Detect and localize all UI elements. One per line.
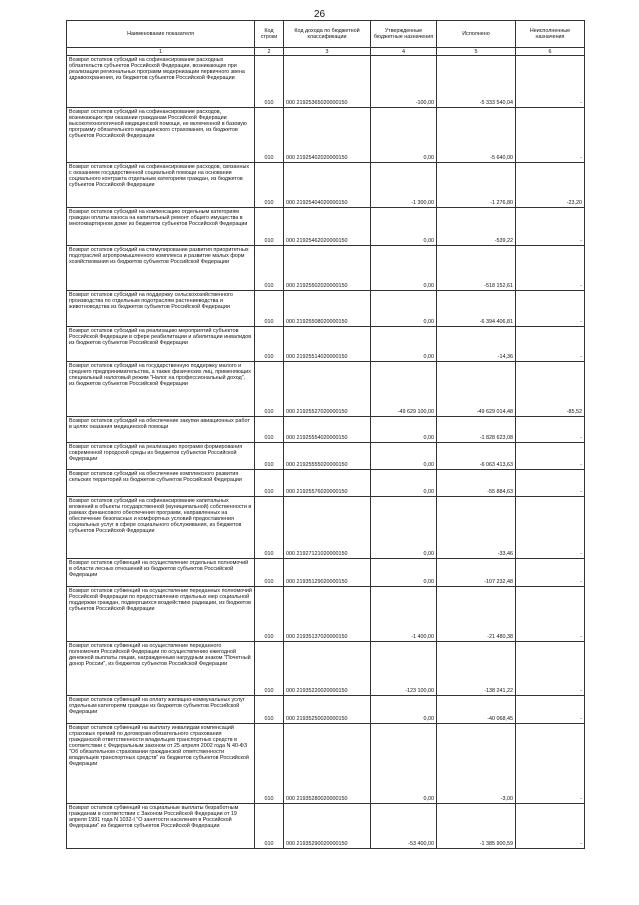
executed-amount: -33,46 (437, 497, 516, 559)
table-row (67, 246, 585, 291)
remaining-amount: - (516, 327, 585, 362)
indicator-name: Возврат остатков субсидий на реализацию программ формирования современной городской среды из бюджетов субъектов Российской Федерации (67, 443, 255, 470)
budget-execution-table (66, 20, 585, 849)
revenue-code: 000 21925404020000150 (284, 163, 371, 208)
executed-amount: -539,22 (437, 208, 516, 246)
column-number: 2 (255, 48, 284, 56)
revenue-code: 000 21925554020000150 (284, 417, 371, 443)
remaining-amount: - (516, 724, 585, 804)
remaining-amount: - (516, 696, 585, 724)
approved-amount: 0,00 (371, 246, 437, 291)
remaining-amount: -23,20 (516, 163, 585, 208)
remaining-amount: - (516, 443, 585, 470)
table-row (67, 443, 585, 470)
revenue-code: 000 21925508020000150 (284, 291, 371, 327)
indicator-name: Возврат остатков субсидий на обеспечение закупки авиационных работ в целях оказания медицинской помощи (67, 417, 255, 443)
executed-amount: -5 333 540,04 (437, 56, 516, 108)
approved-amount: 0,00 (371, 208, 437, 246)
table-row (67, 56, 585, 108)
table-row (67, 470, 585, 497)
remaining-amount: - (516, 642, 585, 696)
table-row (67, 559, 585, 587)
revenue-code: 000 21935290020000150 (284, 804, 371, 849)
revenue-code: 000 21925555020000150 (284, 443, 371, 470)
header-executed: Исполнено (437, 21, 516, 48)
line-code: 010 (255, 804, 284, 849)
remaining-amount: - (516, 417, 585, 443)
table-header-row (67, 21, 585, 48)
line-code: 010 (255, 724, 284, 804)
remaining-amount: - (516, 559, 585, 587)
executed-amount: -3,00 (437, 724, 516, 804)
table-row (67, 163, 585, 208)
indicator-name: Возврат остатков субвенций на социальные выплаты безработным гражданам в соответствии с Законом Российской Федерации от 19 апреля 1991 года N 1032-I "О занятости населения в Российской Федерации" из бюджетов субъектов Российской Федерации (67, 804, 255, 849)
table-row (67, 497, 585, 559)
executed-amount: -1 828 623,08 (437, 417, 516, 443)
line-code: 010 (255, 56, 284, 108)
line-code: 010 (255, 417, 284, 443)
table-row (67, 108, 585, 163)
remaining-amount: -85,52 (516, 362, 585, 417)
indicator-name: Возврат остатков субвенций на оплату жилищно-коммунальных услуг отдельным категориям граждан из бюджетов субъектов Российской Федерации (67, 696, 255, 724)
line-code: 010 (255, 208, 284, 246)
column-number: 1 (67, 48, 255, 56)
approved-amount: 0,00 (371, 108, 437, 163)
indicator-name: Возврат остатков субсидий на софинансирование расходов, связанных с оказанием государственной социальной помощи на основании социального контракта отдельным категориям граждан, из бюджетов субъектов Российской Федерации (67, 163, 255, 208)
revenue-code: 000 21935220020000150 (284, 642, 371, 696)
line-code: 010 (255, 587, 284, 642)
executed-amount: -55 884,63 (437, 470, 516, 497)
table-row (67, 362, 585, 417)
revenue-code: 000 21925402020000150 (284, 108, 371, 163)
approved-amount: -100,00 (371, 56, 437, 108)
revenue-code: 000 21925527020000150 (284, 362, 371, 417)
approved-amount: 0,00 (371, 559, 437, 587)
line-code: 010 (255, 497, 284, 559)
indicator-name: Возврат остатков субвенций на осуществление переданного полномочия Российской Федерации по осуществлению ежегодной денежной выплаты лицам, награжденным нагрудным знаком "Почетный донор России", из бюджетов субъектов Российской Федерации (67, 642, 255, 696)
line-code: 010 (255, 246, 284, 291)
indicator-name: Возврат остатков субсидий на стимулирование развития приоритетных подотраслей агропромышленного комплекса и развитие малых форм хозяйствования из бюджетов субъектов Российской Федерации (67, 246, 255, 291)
column-number: 6 (516, 48, 585, 56)
approved-amount: -1 300,00 (371, 163, 437, 208)
revenue-code: 000 21925514020000150 (284, 327, 371, 362)
approved-amount: 0,00 (371, 327, 437, 362)
header-indicator-name: Наименование показателя (67, 21, 255, 48)
header-approved: Утвержденные бюджетные назначения (371, 21, 437, 48)
approved-amount: 0,00 (371, 291, 437, 327)
line-code: 010 (255, 291, 284, 327)
indicator-name: Возврат остатков субсидий на софинансирование расходов, возникающих при оказании гражданам Российской Федерации высокотехнологичной медицинской помощи, не включенной в базовую программу обязательного медицинского страхования, из бюджетов субъектов Российской Федерации (67, 108, 255, 163)
indicator-name: Возврат остатков субсидий на реализацию мероприятий субъектов Российской Федерации в сфере реабилитации и абилитации инвалидов из бюджетов субъектов Российской Федерации (67, 327, 255, 362)
header-line-code: Код строки (255, 21, 284, 48)
indicator-name: Возврат остатков субсидий на софинансирование капитальных вложений в объекты государственной (муниципальной) собственности в рамках финансового обеспечения программ, направленных на обеспечение безопасных и комфортных условий предоставления социальных услуг в сфере социального обслуживания, из бюджетов субъектов Российской Федерации (67, 497, 255, 559)
executed-amount: -1 385 900,59 (437, 804, 516, 849)
executed-amount: -14,36 (437, 327, 516, 362)
approved-amount: 0,00 (371, 696, 437, 724)
indicator-name: Возврат остатков субвенций на осуществление переданных полномочий Российской Федерации по предоставлению отдельных мер социальной поддержки граждан, подвергшихся воздействию радиации, из бюджетов субъектов Российской Федерации (67, 587, 255, 642)
line-code: 010 (255, 362, 284, 417)
indicator-name: Возврат остатков субсидий на государственную поддержку малого и среднего предпринимательства, а также физических лиц, применяющих специальный налоговый режим "Налог на профессиональный доход", из бюджетов субъектов Российской Федерации (67, 362, 255, 417)
approved-amount: -123 100,00 (371, 642, 437, 696)
remaining-amount: - (516, 208, 585, 246)
table-row (67, 417, 585, 443)
table-row (67, 696, 585, 724)
remaining-amount: - (516, 291, 585, 327)
line-code: 010 (255, 327, 284, 362)
revenue-code: 000 21925365020000150 (284, 56, 371, 108)
header-remaining: Неисполненные назначения (516, 21, 585, 48)
revenue-code: 000 21935250020000150 (284, 696, 371, 724)
column-number: 3 (284, 48, 371, 56)
revenue-code: 000 21935129020000150 (284, 559, 371, 587)
approved-amount: 0,00 (371, 470, 437, 497)
indicator-name: Возврат остатков субсидий на софинансирование расходных обязательств субъектов Российской Федерации, возникающих при реализации региональных программ модернизации первичного звена здравоохранения, из бюджетов субъектов Российской Федерации (67, 56, 255, 108)
approved-amount: 0,00 (371, 417, 437, 443)
table-row (67, 587, 585, 642)
revenue-code: 000 21935280020000150 (284, 724, 371, 804)
table-row (67, 642, 585, 696)
approved-amount: 0,00 (371, 443, 437, 470)
column-number: 5 (437, 48, 516, 56)
approved-amount: -53 400,00 (371, 804, 437, 849)
remaining-amount: - (516, 497, 585, 559)
column-number-row (67, 48, 585, 56)
revenue-code: 000 21925576020000150 (284, 470, 371, 497)
column-number: 4 (371, 48, 437, 56)
executed-amount: -49 629 014,48 (437, 362, 516, 417)
indicator-name: Возврат остатков субвенций на выплату инвалидам компенсаций страховых премий по договорам обязательного страхования гражданской ответственности владельцев транспортных средств в соответствии с Федеральным законом от 25 апреля 2002 года N 40-ФЗ "Об обязательном страховании гражданской ответственности владельцев транспортных средств" из бюджетов субъектов Российской Федерации (67, 724, 255, 804)
approved-amount: 0,00 (371, 497, 437, 559)
line-code: 010 (255, 642, 284, 696)
line-code: 010 (255, 443, 284, 470)
line-code: 010 (255, 163, 284, 208)
table-row (67, 804, 585, 849)
indicator-name: Возврат остатков субсидий на поддержку сельскохозяйственного производства по отдельным подотраслям растениеводства и животноводства из бюджетов субъектов Российской Федерации (67, 291, 255, 327)
table-row (67, 327, 585, 362)
line-code: 010 (255, 559, 284, 587)
line-code: 010 (255, 696, 284, 724)
approved-amount: 0,00 (371, 724, 437, 804)
approved-amount: -49 629 100,00 (371, 362, 437, 417)
executed-amount: -138 241,22 (437, 642, 516, 696)
table-row (67, 724, 585, 804)
executed-amount: -1 276,80 (437, 163, 516, 208)
executed-amount: -5 640,00 (437, 108, 516, 163)
executed-amount: -6 394 406,81 (437, 291, 516, 327)
revenue-code: 000 21927121020000150 (284, 497, 371, 559)
remaining-amount: - (516, 804, 585, 849)
indicator-name: Возврат остатков субсидий на обеспечение комплексного развития сельских территорий из бюджетов субъектов Российской Федерации (67, 470, 255, 497)
table-row (67, 208, 585, 246)
executed-amount: -6 063 413,63 (437, 443, 516, 470)
revenue-code: 000 21925502020000150 (284, 246, 371, 291)
approved-amount: -1 400,00 (371, 587, 437, 642)
remaining-amount: - (516, 470, 585, 497)
remaining-amount: - (516, 108, 585, 163)
executed-amount: -518 152,61 (437, 246, 516, 291)
indicator-name: Возврат остатков субсидий на компенсацию отдельным категориям граждан оплаты взноса на капитальный ремонт общего имущества в многоквартирном доме из бюджетов субъектов Российской Федерации (67, 208, 255, 246)
executed-amount: -40 068,45 (437, 696, 516, 724)
table-row (67, 291, 585, 327)
header-revenue-code: Код дохода по бюджетной классификации (284, 21, 371, 48)
line-code: 010 (255, 108, 284, 163)
line-code: 010 (255, 470, 284, 497)
page-number: 26 (313, 9, 326, 20)
remaining-amount: - (516, 246, 585, 291)
revenue-code: 000 21935137020000150 (284, 587, 371, 642)
remaining-amount: - (516, 56, 585, 108)
indicator-name: Возврат остатков субвенций на осуществление отдельных полномочий в области лесных отношений из бюджетов субъектов Российской Федерации (67, 559, 255, 587)
revenue-code: 000 21925462020000150 (284, 208, 371, 246)
remaining-amount: - (516, 587, 585, 642)
executed-amount: -21 480,38 (437, 587, 516, 642)
executed-amount: -107 232,48 (437, 559, 516, 587)
